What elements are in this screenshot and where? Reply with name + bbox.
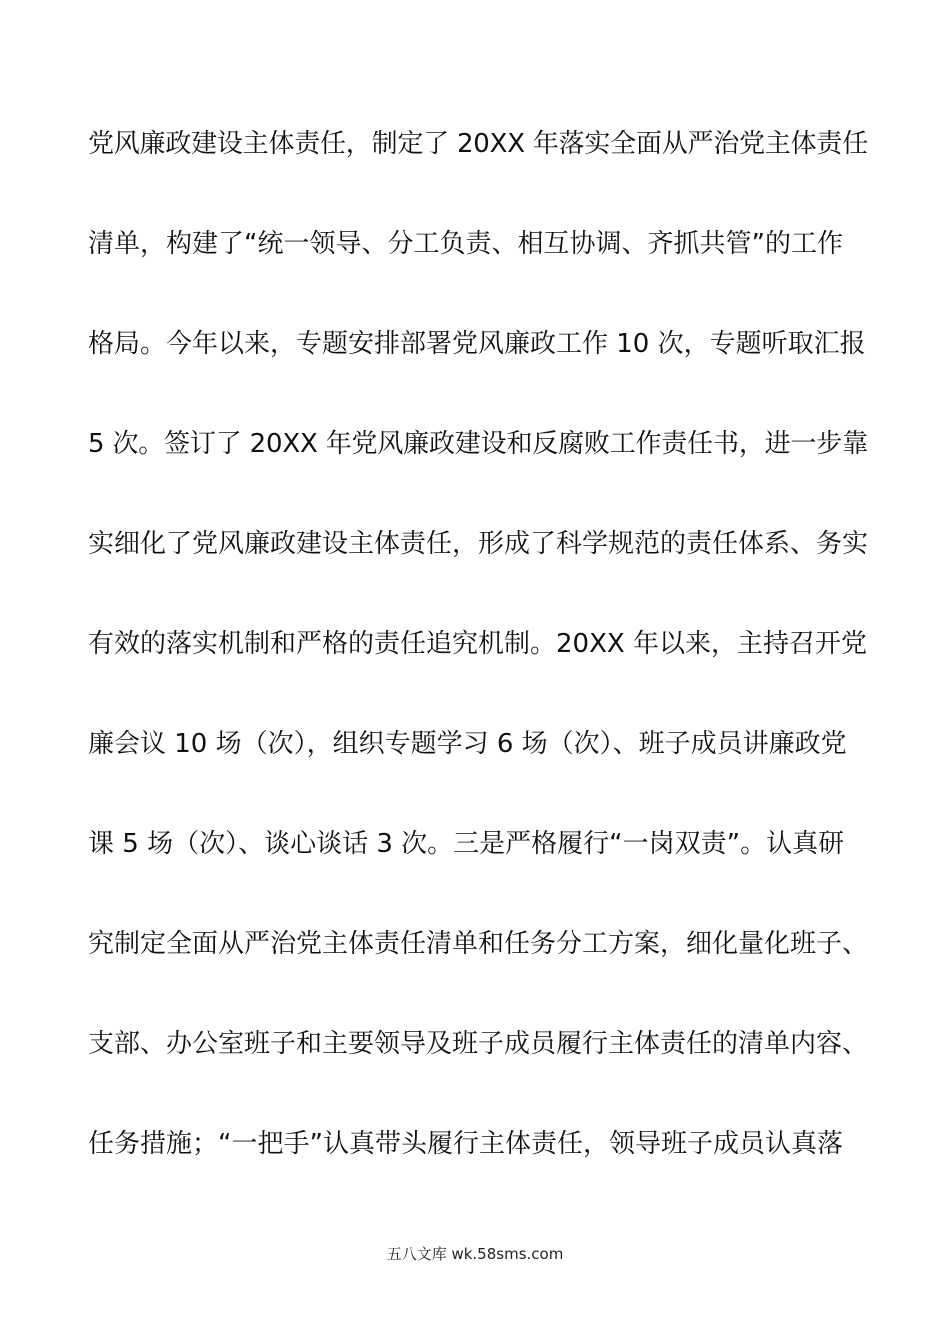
body-text-line: 课 5 场（次）、谈心谈话 3 次。三是严格履行“一岗双责”。认真研 [88, 829, 845, 859]
body-text-line: 实细化了党风廉政建设主体责任，形成了科学规范的责任体系、务实 [88, 529, 869, 559]
page-footer: 五八文库 wk.58sms.com [386, 1245, 564, 1263]
body-text-line: 有效的落实机制和严格的责任追究机制。20XX 年以来，主持召开党 [88, 629, 867, 659]
body-text-line: 廉会议 10 场（次），组织专题学习 6 场（次）、班子成员讲廉政党 [88, 729, 847, 759]
body-text-line: 究制定全面从严治党主体责任清单和任务分工方案，细化量化班子、 [88, 929, 869, 959]
body-text-line: 5 次。签订了 20XX 年党风廉政建设和反腐败工作责任书，进一步靠 [88, 429, 868, 459]
body-text-line: 清单，构建了“统一领导、分工负责、相互协调、齐抓共管”的工作 [88, 229, 843, 259]
body-text-line: 格局。今年以来，专题安排部署党风廉政工作 10 次，专题听取汇报 [88, 329, 866, 359]
body-text-line: 党风廉政建设主体责任，制定了 20XX 年落实全面从严治党主体责任 [88, 129, 868, 159]
body-text-line: 任务措施；“一把手”认真带头履行主体责任，领导班子成员认真落 [88, 1129, 843, 1159]
body-text-line: 支部、办公室班子和主要领导及班子成员履行主体责任的清单内容、 [88, 1029, 869, 1059]
